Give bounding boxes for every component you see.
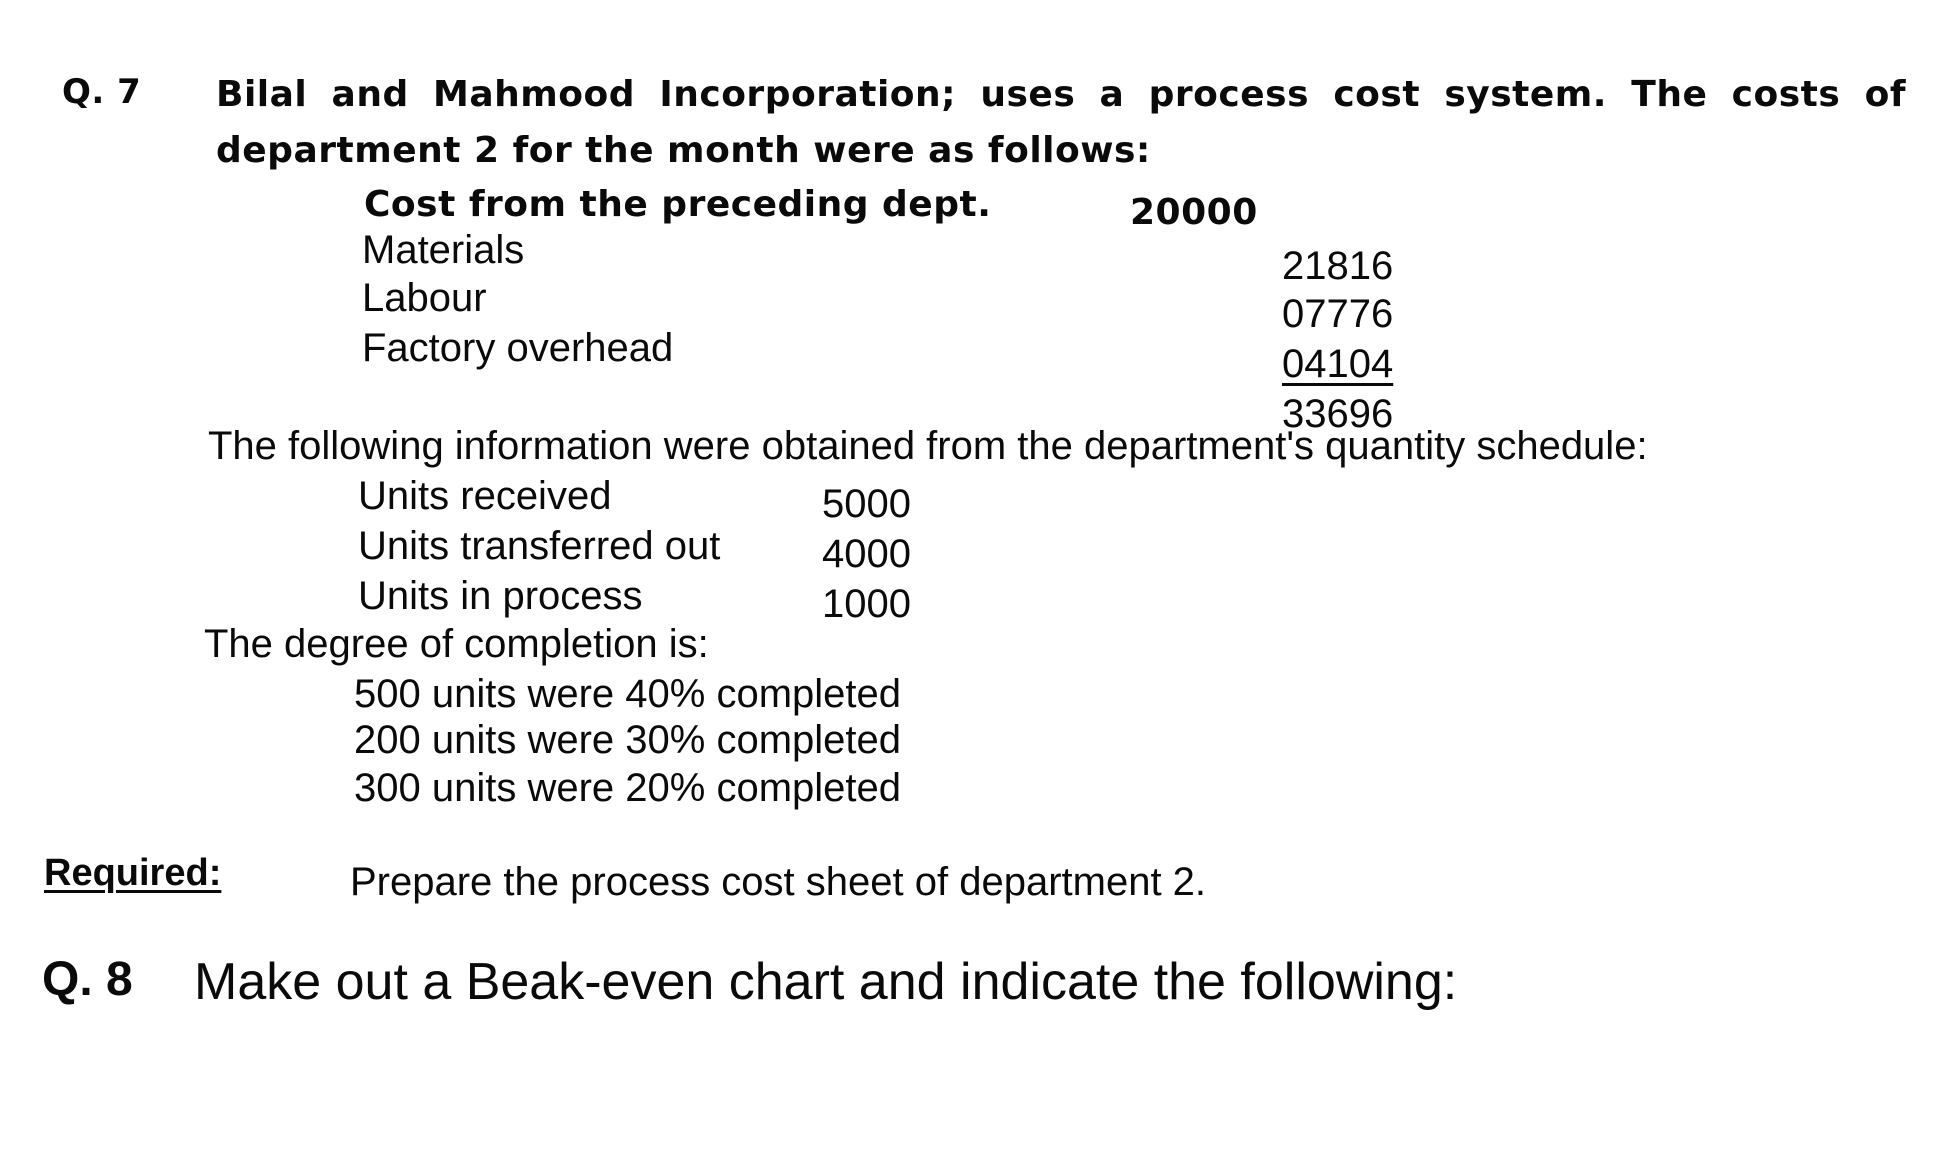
required-text: Prepare the process cost sheet of department 2. — [350, 860, 1207, 904]
cost-total-value: 33696 — [1282, 392, 1394, 436]
completion-item-1: 500 units were 40% completed — [354, 672, 901, 716]
quantity-units-received-value: 5000 — [822, 482, 911, 526]
cost-item-labour-value: 07776 — [1282, 292, 1394, 336]
quantity-units-in-process-label: Units in process — [358, 574, 643, 618]
required-label: Required: — [44, 852, 222, 894]
question-8-number: Q. 8 — [42, 953, 133, 1006]
cost-item-materials-value: 21816 — [1282, 244, 1394, 288]
quantity-units-transferred-label: Units transferred out — [358, 524, 721, 568]
cost-item-overhead-value: 04104 — [1282, 342, 1394, 386]
quantity-units-received-label: Units received — [358, 474, 612, 518]
completion-intro: The degree of completion is: — [204, 622, 709, 666]
cost-preceding-dept-value: 20000 — [1130, 192, 1258, 233]
quantity-units-in-process-value: 1000 — [822, 582, 911, 626]
completion-item-3: 300 units were 20% completed — [354, 766, 901, 810]
cost-item-labour-label: Labour — [362, 276, 487, 320]
question-8-text: Make out a Beak-even chart and indicate the following: — [194, 953, 1458, 1011]
question-7-number: Q. 7 — [62, 72, 142, 112]
completion-item-2: 200 units were 30% completed — [354, 718, 901, 762]
question-7-intro-line-1: Bilal and Mahmood Incorporation; uses a process cost system. The costs of — [216, 74, 1906, 115]
cost-preceding-dept-label: Cost from the preceding dept. — [364, 184, 992, 225]
cost-item-overhead-label: Factory overhead — [362, 326, 674, 370]
quantity-schedule-intro: The following information were obtained from the department's quantity schedule: — [208, 424, 1648, 468]
quantity-units-transferred-value: 4000 — [822, 532, 911, 576]
question-7-intro-line-2: department 2 for the month were as follows: — [216, 130, 1151, 171]
cost-item-materials-label: Materials — [362, 228, 525, 272]
